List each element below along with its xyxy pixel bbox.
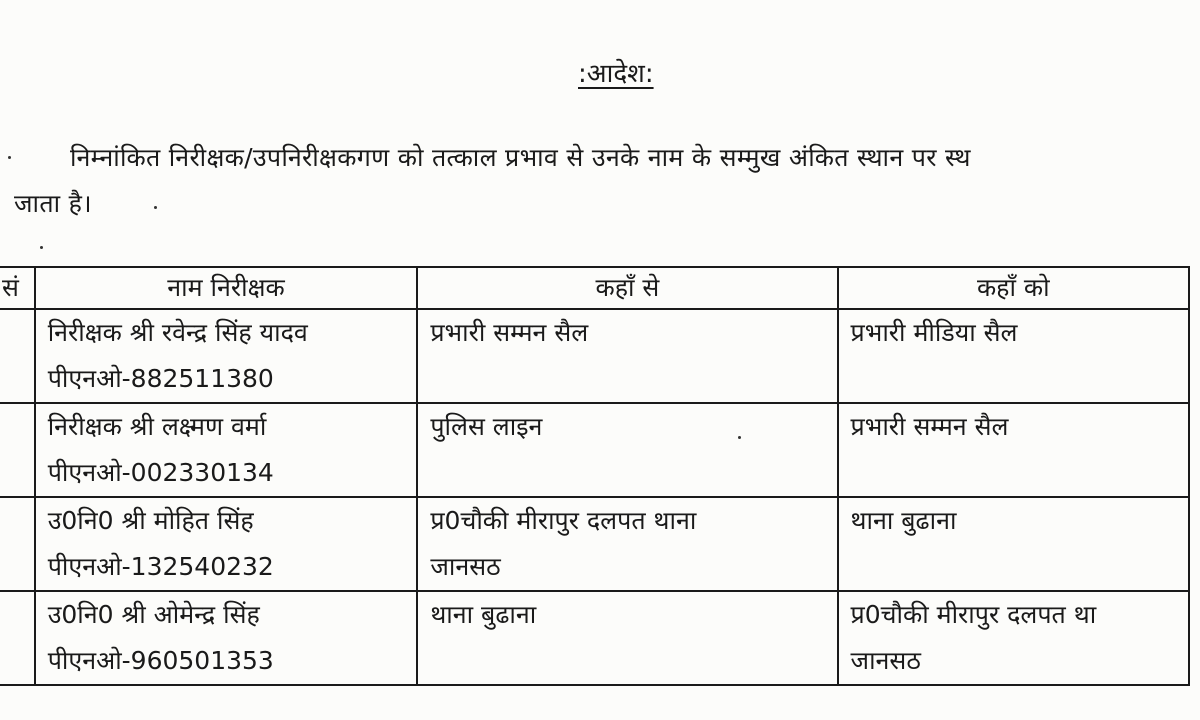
from-cell <box>417 309 837 403</box>
sn-cell <box>0 591 35 685</box>
to-location: प्रभारी सम्मन सैल <box>850 412 1009 441</box>
from-location: प्रभारी सम्मन सैल <box>430 318 589 347</box>
name-cell <box>35 309 418 403</box>
sn-cell <box>0 497 35 591</box>
officer-pno: पीएनओ-960501353 <box>47 646 274 675</box>
officer-pno: पीएनओ-132540232 <box>47 552 274 581</box>
column-header-sn: सं <box>0 267 35 309</box>
order-paragraph-line-1: निम्नांकित निरीक्षक/उपनिरीक्षकगण को तत्काल प्रभाव से उनके नाम के सम्मुख अंकित स्थान पर स्थ <box>70 143 971 172</box>
from-location: प्र0चौकी मीरापुर दलपत थाना <box>430 506 697 535</box>
to-cell <box>838 591 1189 685</box>
column-header-from: कहाँ से <box>417 267 837 309</box>
to-location: थाना बुढाना <box>850 506 957 535</box>
from-cell <box>417 403 837 497</box>
name-cell <box>35 497 418 591</box>
officer-name: निरीक्षक श्री रवेन्द्र सिंह यादव <box>47 318 308 347</box>
from-location-cont: जानसठ <box>430 552 501 581</box>
scan-speck <box>40 246 43 249</box>
to-location: प्र0चौकी मीरापुर दलपत था <box>850 600 1097 629</box>
to-location: प्रभारी मीडिया सैल <box>850 318 1018 347</box>
scan-speck <box>8 156 11 159</box>
to-cell <box>838 309 1189 403</box>
from-location: पुलिस लाइन <box>430 412 543 441</box>
order-title: :आदेश: <box>578 59 654 89</box>
order-paragraph-line-2: जाता है। <box>14 189 92 218</box>
column-header-to: कहाँ को <box>838 267 1189 309</box>
sn-cell <box>0 403 35 497</box>
scan-speck <box>154 206 157 209</box>
officer-pno: पीएनओ-002330134 <box>47 458 274 487</box>
table-row <box>0 309 1189 403</box>
officer-name: उ0नि0 श्री मोहित सिंह <box>47 506 254 535</box>
from-cell <box>417 497 837 591</box>
from-location: थाना बुढाना <box>430 600 537 629</box>
to-cell <box>838 497 1189 591</box>
table-row <box>0 403 1189 497</box>
officer-name: उ0नि0 श्री ओमेन्द्र सिंह <box>47 600 260 629</box>
table-header-row <box>0 267 1189 309</box>
column-header-name: नाम निरीक्षक <box>35 267 418 309</box>
transfer-table <box>0 266 1190 686</box>
name-cell <box>35 591 418 685</box>
from-cell <box>417 591 837 685</box>
to-cell <box>838 403 1189 497</box>
officer-pno: पीएनओ-882511380 <box>47 364 274 393</box>
table-row <box>0 591 1189 685</box>
to-location-cont: जानसठ <box>850 646 921 675</box>
name-cell <box>35 403 418 497</box>
officer-name: निरीक्षक श्री लक्ष्मण वर्मा <box>47 412 267 441</box>
sn-cell <box>0 309 35 403</box>
table-row <box>0 497 1189 591</box>
